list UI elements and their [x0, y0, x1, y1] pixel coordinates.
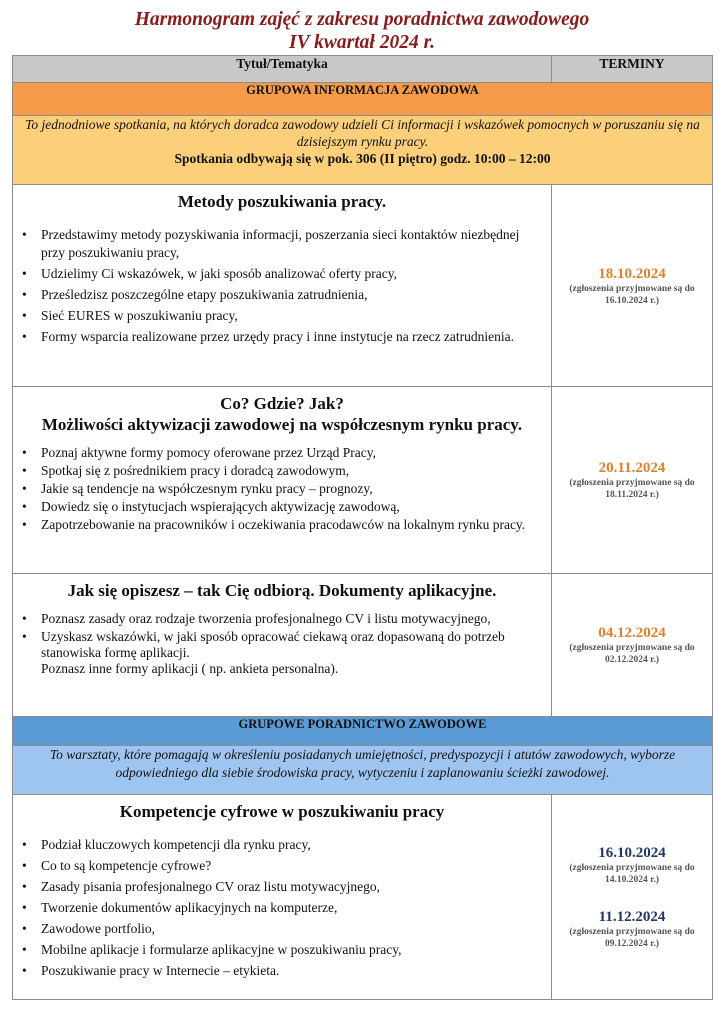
list-item-text: Co to są kompetencje cyfrowe?	[41, 858, 212, 873]
course-title-line-2: Możliwości aktywizacji zawodowej na współczesnym rynku pracy.	[41, 415, 523, 434]
list-item	[19, 499, 545, 515]
list-item	[19, 941, 545, 959]
list-item	[19, 857, 545, 875]
date-spacer	[552, 886, 712, 908]
list-item-text: Poszukiwanie pracy w Internecie – etykieta.	[41, 963, 280, 978]
document-title	[0, 0, 724, 53]
bullet-icon: •	[22, 517, 27, 532]
bullet-icon: •	[22, 963, 27, 978]
course-title	[19, 393, 545, 435]
bullet-icon: •	[22, 308, 27, 323]
registration-note: (zgłoszenia przyjmowane są do 09.12.2024 r.)	[569, 927, 695, 949]
section-description-row	[13, 116, 713, 185]
section-description-text: To jednodniowe spotkania, na których doradca zawodowy udzieli Ci informacji i wskazówek pomocnych w poruszaniu się na dzisiejszym rynku pracy.	[25, 117, 700, 149]
registration-note: (zgłoszenia przyjmowane są do 18.11.2024 r.)	[569, 478, 695, 500]
list-item	[19, 481, 545, 497]
list-item	[19, 899, 545, 917]
course-title-line-1: Co? Gdzie? Jak?	[220, 394, 344, 413]
title-line-1: Harmonogram zajęć z zakresu poradnictwa zawodowego	[134, 9, 590, 30]
course-dates	[552, 795, 713, 1000]
list-item-text: Uzyskasz wskazówki, w jaki sposób opracować ciekawą oraz dopasowaną do potrzeb stanowiska formę aplikacji.	[41, 629, 505, 660]
bullet-icon: •	[22, 266, 27, 281]
section-heading-row	[13, 83, 713, 116]
course-content	[13, 387, 552, 574]
registration-note: (zgłoszenia przyjmowane są do 02.12.2024 r.)	[569, 643, 695, 665]
list-item	[19, 962, 545, 980]
list-item-text: Zapotrzebowanie na pracowników i oczekiwania pracodawców na lokalnym rynku pracy.	[41, 517, 526, 532]
bullet-icon: •	[22, 900, 27, 915]
bullet-icon: •	[22, 858, 27, 873]
section-heading-row	[13, 717, 713, 746]
course-dates	[552, 574, 713, 717]
bullet-icon: •	[22, 445, 27, 460]
course-bullet-list	[19, 445, 545, 533]
bullet-icon: •	[22, 611, 27, 626]
list-item	[19, 226, 545, 262]
section-description-group-counseling: To warsztaty, które pomagają w określeniu posiadanych umiejętności, predyspozycji i atutów zawodowych, wyborze odpowiedniego dla siebie środowiska pracy, wytyczeniu i zaplanowaniu ścieżki zawodowej.	[13, 746, 713, 795]
course-bullet-list	[19, 836, 545, 980]
list-item-text: Udzielimy Ci wskazówek, w jaki sposób analizować oferty pracy,	[41, 266, 398, 281]
course-dates	[552, 185, 713, 387]
list-item-text: Prześledzisz poszczególne etapy poszukiwania zatrudnienia,	[41, 287, 368, 302]
list-item-text: Dowiedz się o instytucjach wspierających aktywizację zawodową,	[41, 499, 400, 514]
registration-note: (zgłoszenia przyjmowane są do 16.10.2024 r.)	[569, 283, 695, 306]
bullet-icon: •	[22, 942, 27, 957]
list-item-text: Mobilne aplikacje i formularze aplikacyjne w poszukiwaniu pracy,	[41, 942, 402, 957]
list-item-text: Przedstawimy metody pozyskiwania informacji, poszerzania sieci kontaktów niezbędnej przy poszukiwaniu pracy,	[41, 227, 520, 260]
course-title: Kompetencje cyfrowe w poszukiwaniu pracy	[119, 802, 445, 821]
bullet-icon: •	[22, 463, 27, 478]
course-content	[13, 574, 552, 717]
course-date: 20.11.2024	[598, 460, 666, 476]
course-date: 04.12.2024	[598, 625, 666, 641]
table-header-row	[13, 56, 713, 83]
course-date: 18.10.2024	[598, 265, 666, 282]
list-item-text: Spotkaj się z pośrednikiem pracy i doradcą zawodowym,	[41, 463, 350, 478]
schedule-table	[12, 55, 713, 1000]
list-item	[19, 265, 545, 283]
list-item-extra-text: Poznasz inne formy aplikacji ( np. ankieta personalna).	[41, 661, 339, 676]
course-row	[13, 574, 713, 717]
bullet-icon: •	[22, 481, 27, 496]
bullet-icon: •	[22, 629, 27, 644]
registration-note: (zgłoszenia przyjmowane są do 14.10.2024 r.)	[569, 863, 695, 885]
section-heading-group-info: GRUPOWA INFORMACJA ZAWODOWA	[13, 83, 713, 116]
course-bullet-list	[19, 611, 545, 677]
list-item	[19, 328, 545, 346]
bullet-icon: •	[22, 329, 27, 344]
bullet-icon: •	[22, 837, 27, 852]
bullet-icon: •	[22, 287, 27, 302]
list-item	[19, 611, 545, 627]
list-item-text: Poznasz zasady oraz rodzaje tworzenia profesjonalnego CV i listu motywacyjnego,	[41, 611, 491, 626]
course-row	[13, 795, 713, 1000]
list-item-text: Zawodowe portfolio,	[41, 921, 155, 936]
list-item	[19, 878, 545, 896]
course-title: Jak się opiszesz – tak Cię odbiorą. Dokumenty aplikacyjne.	[67, 581, 497, 600]
list-item-text: Jakie są tendencje na współczesnym rynku pracy – prognozy,	[41, 481, 373, 496]
list-item	[19, 517, 545, 533]
list-item-text: Podział kluczowych kompetencji dla rynku pracy,	[41, 837, 311, 852]
title-line-2: IV kwartał 2024 r.	[289, 32, 435, 53]
list-item-text: Zasady pisania profesjonalnego CV oraz listu motywacyjnego,	[41, 879, 381, 894]
course-content	[13, 185, 552, 387]
list-item-text: Formy wsparcia realizowane przez urzędy pracy i inne instytucje na rzecz zatrudnienia.	[41, 329, 515, 344]
course-content	[13, 795, 552, 1000]
course-row	[13, 185, 713, 387]
course-bullet-list	[19, 226, 545, 346]
bullet-icon: •	[22, 921, 27, 936]
meeting-info: Spotkania odbywają się w pok. 306 (II piętro) godz. 10:00 – 12:00	[174, 151, 551, 166]
course-date: 16.10.2024	[598, 845, 666, 861]
list-item	[19, 836, 545, 854]
list-item-text: Sieć EURES w poszukiwaniu pracy,	[41, 308, 238, 323]
list-item-text: Poznaj aktywne formy pomocy oferowane przez Urząd Pracy,	[41, 445, 376, 460]
header-dates: TERMINY	[552, 56, 713, 83]
bullet-icon: •	[22, 227, 27, 242]
list-item	[19, 307, 545, 325]
course-row	[13, 387, 713, 574]
bullet-icon: •	[22, 499, 27, 514]
section-description-row	[13, 746, 713, 795]
course-title: Metody poszukiwania pracy.	[177, 192, 387, 211]
list-item	[19, 629, 545, 677]
section-heading-group-counseling: GRUPOWE PORADNICTWO ZAWODOWE	[13, 717, 713, 746]
list-item	[19, 463, 545, 479]
list-item	[19, 445, 545, 461]
list-item-text: Tworzenie dokumentów aplikacyjnych na komputerze,	[41, 900, 338, 915]
section-description-group-info	[13, 116, 713, 185]
course-date: 11.12.2024	[598, 909, 666, 925]
header-topic: Tytuł/Tematyka	[13, 56, 552, 83]
list-item	[19, 920, 545, 938]
bullet-icon: •	[22, 879, 27, 894]
course-dates	[552, 387, 713, 574]
list-item	[19, 286, 545, 304]
